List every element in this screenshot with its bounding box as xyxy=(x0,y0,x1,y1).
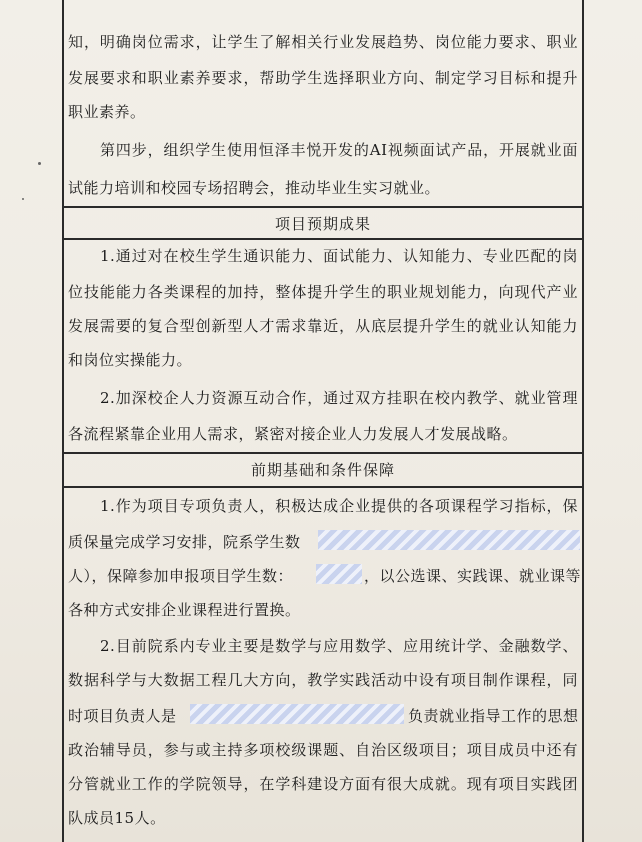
redaction-block xyxy=(316,564,362,584)
intro-line-3: 职业素养。 xyxy=(68,103,146,121)
basis-line-3a: 人），保障参加申报项目学生数： xyxy=(68,567,294,585)
basis-line-10: 队成员15人。 xyxy=(68,809,166,827)
basis-line-8: 政治辅导员，参与或主持多项校级课题、自治区级项目；项目成员中还有 xyxy=(68,741,578,759)
intro-line-5: 试能力培训和校园专场招聘会，推动毕业生实习就业。 xyxy=(68,179,441,197)
basis-line-6: 数据科学与大数据工程几大方向，教学实践活动中设有项目制作课程，同 xyxy=(68,671,578,689)
basis-line-5: 2.目前院系内专业主要是数学与应用数学、应用统计学、金融数学、 xyxy=(100,637,578,655)
table-rule xyxy=(62,486,584,488)
scan-speck xyxy=(38,162,41,165)
outcomes-heading: 项目预期成果 xyxy=(274,215,371,233)
outcomes-line-2: 位技能能力各类课程的加持，整体提升学生的职业规划能力，向现代产业 xyxy=(68,283,578,301)
basis-heading: 前期基础和条件保障 xyxy=(250,461,395,479)
table-rule xyxy=(62,206,584,208)
basis-line-9: 分管就业工作的学院领导，在学科建设方面有很大成就。现有项目实践团 xyxy=(68,775,578,793)
redaction-block xyxy=(318,530,580,550)
outcomes-line-3: 发展需要的复合型创新型人才需求靠近，从底层提升学生的就业认知能力 xyxy=(68,317,578,335)
outcomes-line-6: 各流程紧靠企业用人需求，紧密对接企业人力发展人才发展战略。 xyxy=(68,425,518,443)
basis-line-4: 各种方式安排企业课程进行置换。 xyxy=(68,601,301,619)
basis-line-7a: 时项目负责人是 xyxy=(68,707,177,725)
intro-line-2: 发展要求和职业素养要求，帮助学生选择职业方向、制定学习目标和提升 xyxy=(68,69,578,87)
basis-line-2: 质保量完成学习安排，院系学生数 xyxy=(68,533,301,551)
basis-line-1: 1.作为项目专项负责人，积极达成企业提供的各项课程学习指标，保 xyxy=(100,497,578,515)
intro-line-1: 知，明确岗位需求，让学生了解相关行业发展趋势、岗位能力要求、职业 xyxy=(68,33,578,51)
scan-speck xyxy=(22,198,24,200)
outcomes-line-4: 和岗位实操能力。 xyxy=(68,351,193,369)
basis-line-3b: ，以公选课、实践课、就业课等 xyxy=(364,567,582,585)
table-rule xyxy=(62,238,584,240)
outcomes-line-5: 2.加深校企人力资源互动合作，通过双方挂职在校内教学、就业管理 xyxy=(100,389,578,407)
table-rule xyxy=(62,452,584,454)
outcomes-line-1: 1.通过对在校生学生通识能力、面试能力、认知能力、专业匹配的岗 xyxy=(100,247,578,265)
redaction-block xyxy=(190,704,404,724)
basis-line-7b: 负责就业指导工作的思想 xyxy=(408,707,579,725)
intro-line-4: 第四步，组织学生使用恒泽丰悦开发的AI视频面试产品，开展就业面 xyxy=(100,141,578,159)
